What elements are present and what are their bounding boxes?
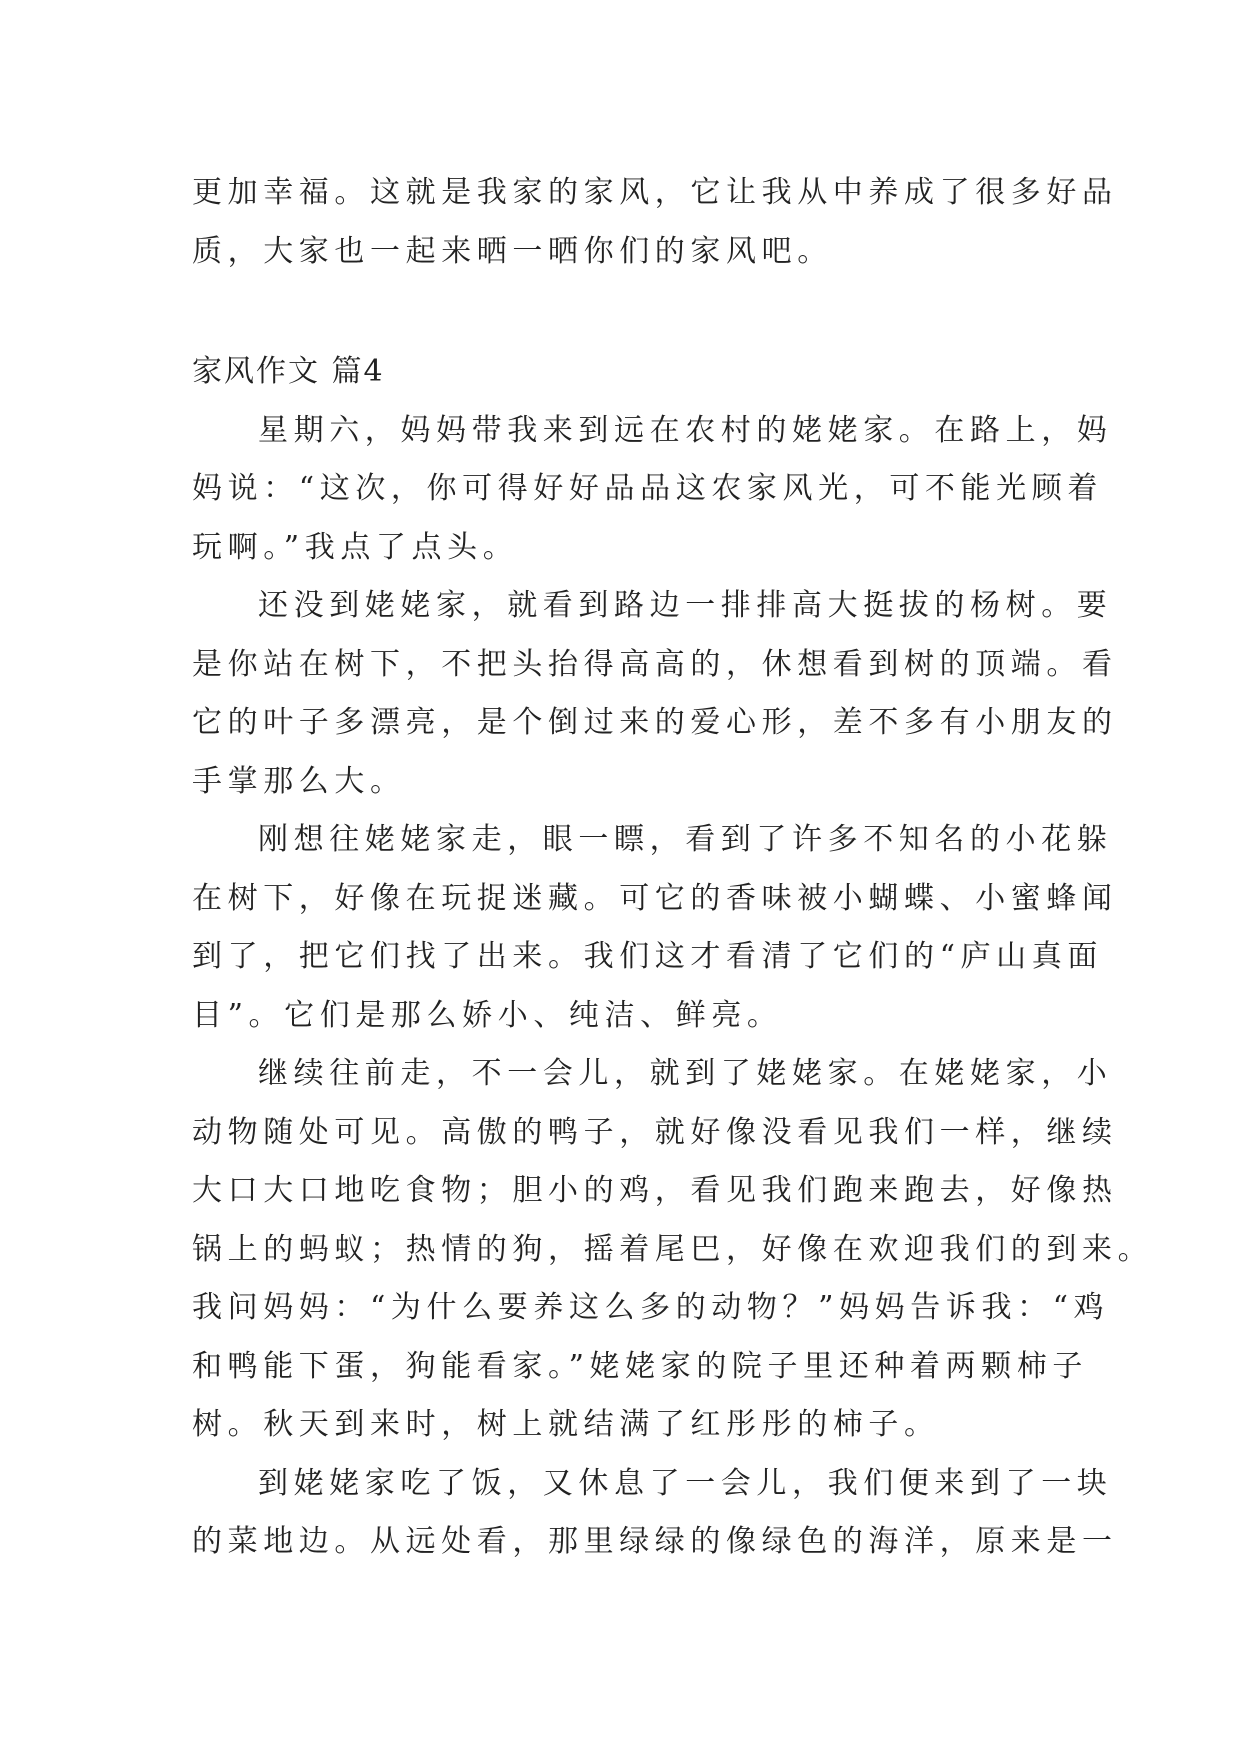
text-line: 更加幸福。这就是我家的家风，它让我从中养成了很多好品: [192, 175, 1118, 210]
text-line: 目”。它们是那么娇小、纯洁、鲜亮。: [192, 997, 783, 1033]
text-line: 树。秋天到来时，树上就结满了红彤彤的柿子。: [192, 1407, 940, 1442]
text-line: 手掌那么大。: [192, 763, 406, 799]
text-line: 在树下，好像在玩捉迷藏。可它的香味被小蝴蝶、小蜜蜂闻: [192, 880, 1118, 916]
section-title: 家风作文 篇4: [192, 354, 385, 389]
text-line: 质，大家也一起来晒一晒你们的家风吧。: [192, 233, 833, 269]
text-line: 它的叶子多漂亮，是个倒过来的爱心形，差不多有小朋友的: [192, 705, 1118, 740]
section-gap: [192, 281, 1058, 343]
text-line: 大口大口地吃食物；胆小的鸡，看见我们跑来跑去，好像热: [192, 1173, 1118, 1208]
text-line: 是你站在树下，不把头抬得高高的，休想看到树的顶端。看: [192, 646, 1118, 682]
text-line: 到姥姥家吃了饭，又休息了一会儿，我们便来到了一块: [258, 1465, 1113, 1501]
text-line: 的菜地边。从远处看，那里绿绿的像绿色的海洋，原来是一: [192, 1524, 1118, 1559]
text-line: 妈说：“这次，你可得好好品品这农家风光，可不能光顾着: [192, 471, 1103, 506]
text-line: 锅上的蚂蚁；热情的狗，摇着尾巴，好像在欢迎我们的到来。: [192, 1231, 1154, 1267]
text-line: 我问妈妈：“为什么要养这么多的动物？”妈妈告诉我：“鸡: [192, 1290, 1110, 1325]
text-line: 到了，把它们找了出来。我们这才看清了它们的“庐山真面: [192, 939, 1103, 974]
text-line: 还没到姥姥家，就看到路边一排排高大挺拔的杨树。要: [258, 588, 1113, 623]
text-line: 玩啊。”我点了点头。: [192, 529, 519, 565]
document-page: [192, 164, 1154, 1572]
text-line: 和鸭能下蛋，狗能看家。”姥姥家的院子里还种着两颗柿子: [192, 1348, 1088, 1384]
text-line: 动物随处可见。高傲的鸭子，就好像没看见我们一样，继续: [192, 1114, 1118, 1150]
text-line: 星期六，妈妈带我来到远在农村的姥姥家。在路上，妈: [258, 412, 1113, 448]
text-line: 刚想往姥姥家走，眼一瞟，看到了许多不知名的小花躲: [258, 822, 1113, 857]
text-line: 继续往前走，不一会儿，就到了姥姥家。在姥姥家，小: [258, 1056, 1113, 1091]
